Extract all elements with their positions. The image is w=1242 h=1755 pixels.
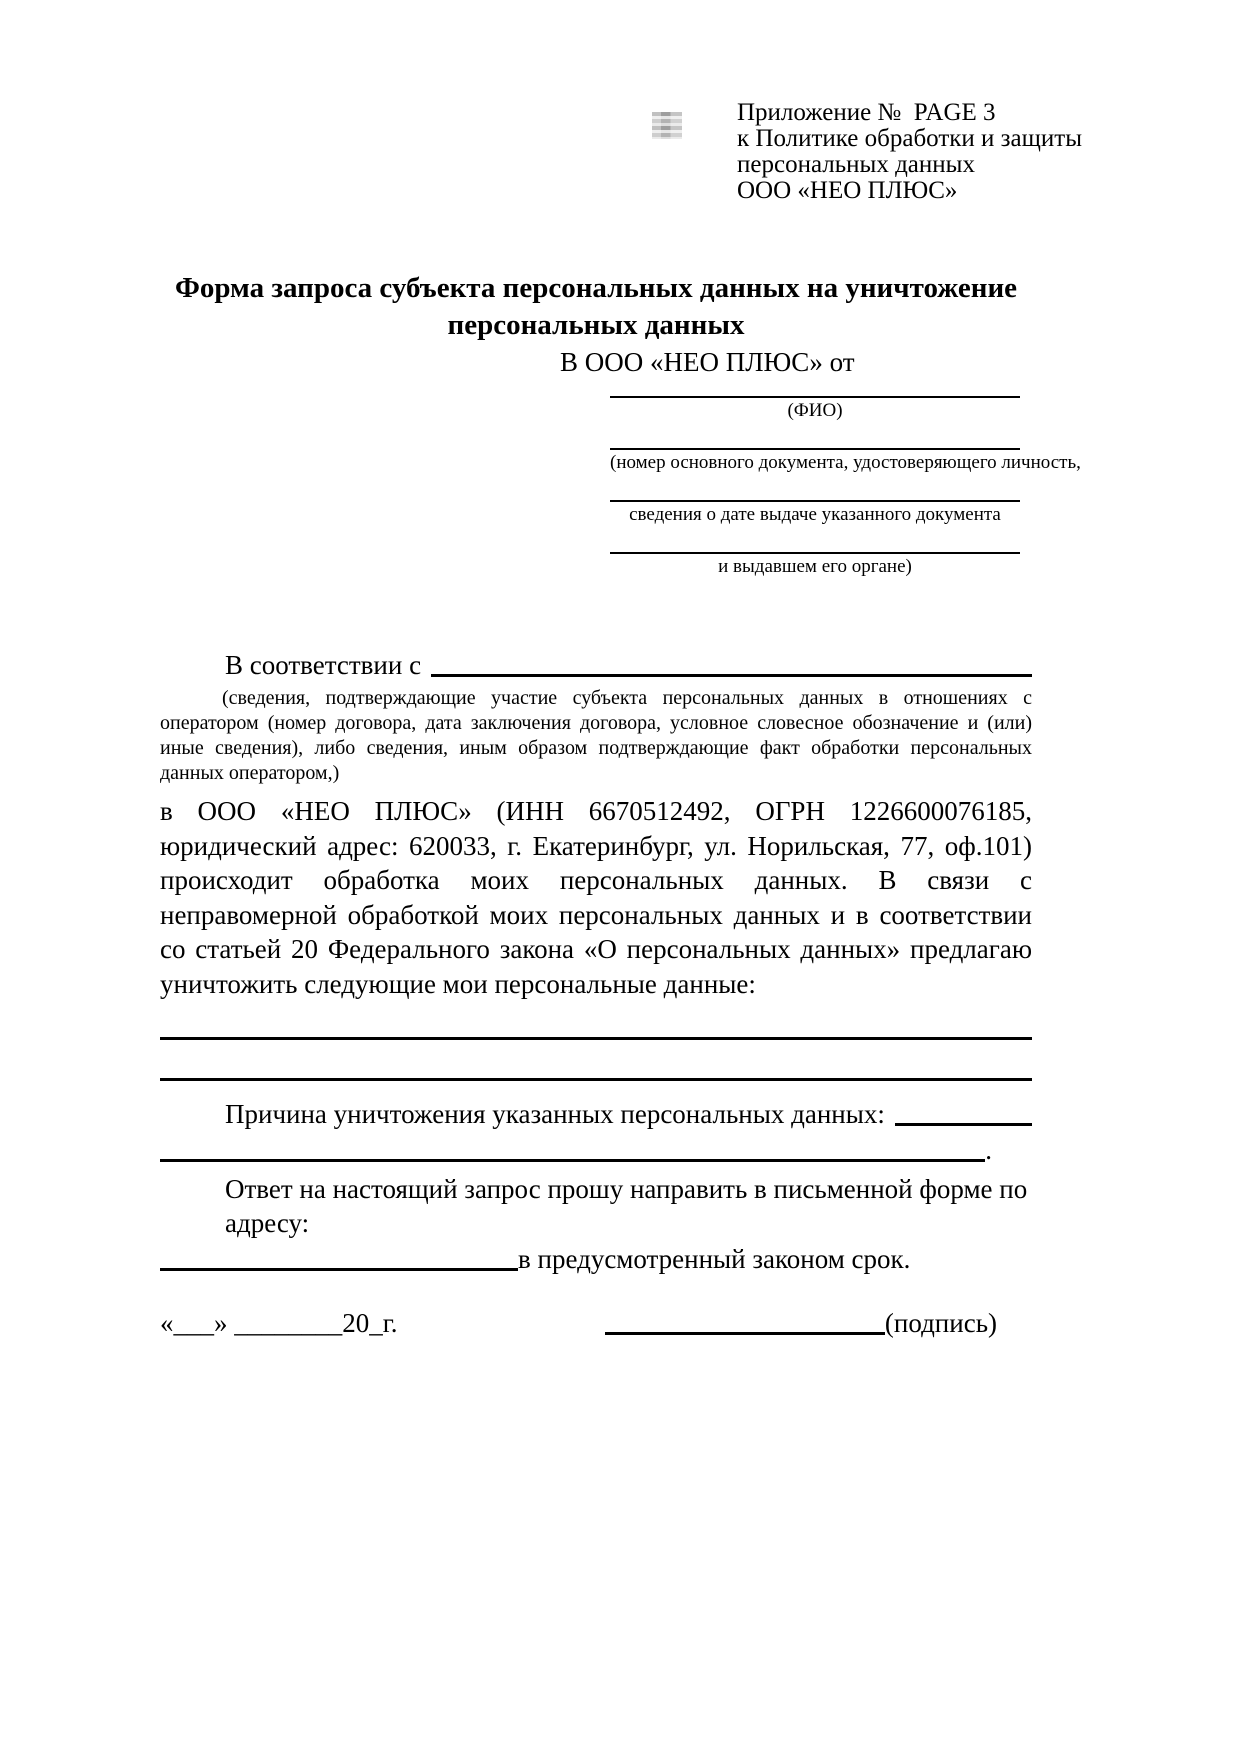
document-number-field [610, 429, 1081, 474]
appendix-header-block [737, 100, 1082, 204]
issuing-authority-caption: и выдавшем его органе) [718, 556, 912, 577]
fine-print-note: (сведения, подтверждающие участие субъекта персональных данных в отношениях с оператором (номер договора, дата заключения договора, условное словесное обозначение и (или) иные сведения), либо сведения, иным образом подтверждающие факт обработки персональных данных оператором,) [160, 687, 1032, 784]
issue-date-caption: сведения о дате выдаче указанного документа [629, 504, 1001, 525]
date-signature-row [160, 1306, 1032, 1340]
issue-date-field [610, 481, 1020, 526]
embedded-image-artifact-icon [652, 112, 682, 139]
issuing-authority-field [610, 533, 1020, 578]
personal-data-blank-line-1 [160, 1001, 1032, 1040]
addressee-line: В ООО «НЕО ПЛЮС» от [560, 347, 855, 377]
company-name: ООО «НЕО ПЛЮС» [737, 177, 958, 204]
reason-continuation-blank-line [160, 1159, 985, 1162]
signature-blank-line [605, 1332, 885, 1335]
accordance-lead-text: В соответствии с [225, 650, 422, 680]
address-blank-line [160, 1268, 518, 1271]
reason-label: Причина уничтожения указанных персональных данных: [225, 1099, 885, 1129]
signature-area [605, 1306, 997, 1340]
accordance-row [160, 648, 1032, 682]
document-title [160, 270, 1032, 344]
policy-reference-line-1: к Политике обработки и защиты [737, 125, 1083, 152]
signature-caption: (подпись) [884, 1308, 997, 1338]
fill-in-fields [610, 377, 1081, 578]
policy-reference-line-2: персональных данных [737, 151, 975, 178]
personal-data-blank-line-2 [160, 1040, 1032, 1081]
reason-blank-line [895, 1123, 1032, 1126]
response-deadline-text: в предусмотренный законом срок. [518, 1244, 911, 1274]
document-number-caption: (номер основного документа, удостоверяющего личность, [610, 452, 1081, 473]
document-title-line-2: персональных данных [447, 309, 745, 341]
reason-row [160, 1097, 1032, 1131]
fio-field [610, 377, 1020, 422]
trailing-period: . [985, 1135, 992, 1165]
document-title-line-1: Форма запроса субъекта персональных данных на уничтожение [174, 272, 1018, 304]
accordance-blank-line [431, 674, 1032, 677]
date-blank-text: «___» ________20_г. [160, 1308, 398, 1338]
issue-date-blank-line [610, 481, 1020, 502]
appendix-number-line: Приложение № PAGE 3 [737, 99, 996, 126]
response-address-row [160, 1240, 1032, 1276]
fio-caption: (ФИО) [787, 400, 843, 421]
response-request-line: Ответ на настоящий запрос прошу направить в письменной форме по адресу: [225, 1174, 1028, 1238]
document-number-blank-line [610, 429, 1020, 450]
main-paragraph: в ООО «НЕО ПЛЮС» (ИНН 6670512492, ОГРН 1226600076185, юридический адрес: 620033, г. Екатеринбург, ул. Норильская, 77, оф.101) происходит обработка моих персональных данных. В связи с неправомерной обработкой моих персональных данных и в соответствии со статьей 20 Федерального закона «О персональных данных» предлагаю уничтожить следующие мои персональные данные: [160, 796, 1032, 999]
fio-blank-line [610, 377, 1020, 398]
page-header [160, 99, 1083, 204]
reason-continuation-row [160, 1131, 1032, 1167]
issuing-authority-blank-line [610, 533, 1020, 554]
